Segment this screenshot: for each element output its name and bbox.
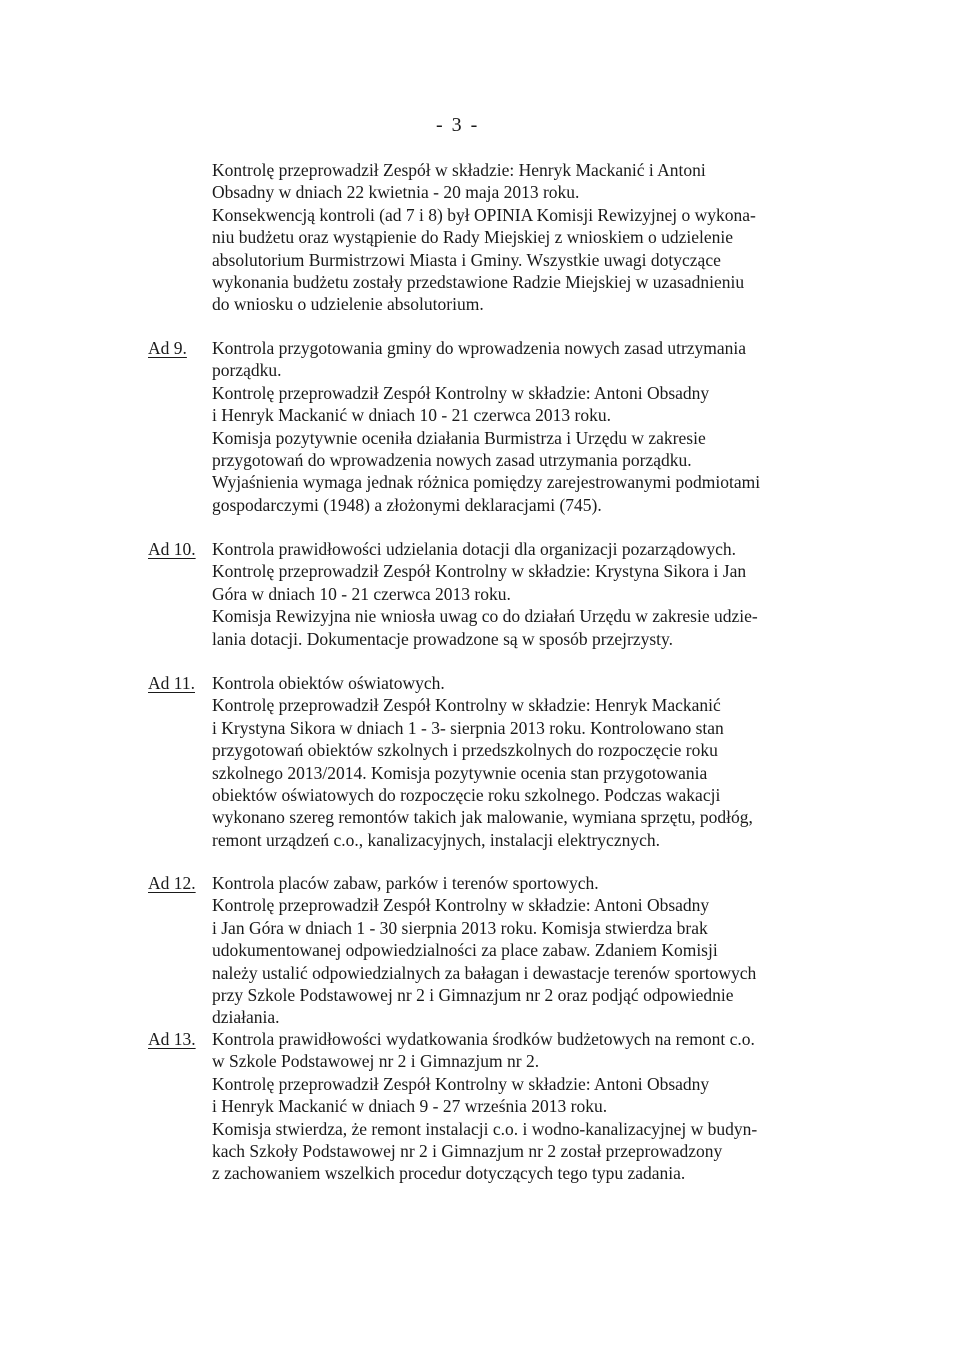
text-line: należy ustalić odpowiedzialnych za bałagan i dewastacje terenów sportowych	[212, 962, 757, 983]
section-label-ad-12: Ad 12.	[148, 873, 196, 893]
section-ad-9	[212, 337, 852, 516]
section-ad-11	[212, 672, 852, 851]
section-heading: Kontrola obiektów oświatowych.	[212, 673, 445, 693]
text-line: remont urządzeń c.o., kanalizacyjnych, instalacji elektrycznych.	[212, 829, 660, 850]
text-line: przy Szkole Podstawowej nr 2 i Gimnazjum nr 2 oraz podjąć odpowiednie	[212, 985, 734, 1006]
text-line: szkolnego 2013/2014. Komisja pozytywnie ocenia stan przygotowania	[212, 762, 708, 783]
text-line: Komisja stwierdza, że remont instalacji c.o. i wodno-kanalizacyjnej w budyn-	[212, 1118, 758, 1139]
text-line: do wniosku o udzielenie absolutorium.	[212, 294, 484, 315]
section-heading: Kontrola przygotowania gminy do wprowadzenia nowych zasad utrzymania	[212, 338, 747, 358]
text-line: Kontrolę przeprowadził Zespół Kontrolny w składzie: Krystyna Sikora i Jan	[212, 561, 747, 582]
section-label-ad-9: Ad 9.	[148, 338, 187, 358]
page-number: - 3 -	[436, 114, 480, 136]
section-label-ad-11: Ad 11.	[148, 673, 195, 693]
section-heading: Kontrola placów zabaw, parków i terenów sportowych.	[212, 873, 599, 893]
text-line: w Szkole Podstawowej nr 2 i Gimnazjum nr 2.	[212, 1051, 540, 1072]
text-line: i Henryk Mackanić w dniach 10 - 21 czerwca 2013 roku.	[212, 405, 611, 426]
text-line: i Henryk Mackanić w dniach 9 - 27 września 2013 roku.	[212, 1096, 608, 1117]
text-line: Konsekwencją kontroli (ad 7 i 8) był OPINIA Komisji Rewizyjnej o wykona-	[212, 204, 756, 225]
text-line: wykonano szereg remontów takich jak malowanie, wymiana sprzętu, podłóg,	[212, 807, 753, 828]
section-label-ad-10: Ad 10.	[148, 539, 196, 559]
text-line: Kontrolę przeprowadził Zespół Kontrolny w składzie: Antoni Obsadny	[212, 382, 710, 403]
section-heading: Kontrola prawidłowości udzielania dotacji dla organizacji pozarządowych.	[212, 539, 736, 559]
text-line: kach Szkoły Podstawowej nr 2 i Gimnazjum nr 2 został przeprowadzony	[212, 1141, 723, 1162]
text-line: przygotowań obiektów szkolnych i przedszkolnych do rozpoczęcie roku	[212, 740, 718, 761]
section-ad-10	[212, 538, 852, 650]
text-line: Wyjaśnienia wymaga jednak różnica pomiędzy zarejestrowanymi podmiotami	[212, 472, 761, 493]
text-line: Kontrolę przeprowadził Zespół Kontrolny w składzie: Henryk Mackanić	[212, 695, 721, 716]
text-line: przygotowań do wprowadzenia nowych zasad utrzymania porządku.	[212, 450, 692, 471]
text-line: niu budżetu oraz wystąpienie do Rady Miejskiej z wnioskiem o udzielenie	[212, 227, 733, 248]
text-line: Góra w dniach 10 - 21 czerwca 2013 roku.	[212, 583, 511, 604]
text-line: udokumentowanej odpowiedzialności za place zabaw. Zdaniem Komisji	[212, 940, 718, 961]
section-ad-12	[212, 872, 852, 1029]
text-line: gospodarczymi (1948) a złożonymi deklaracjami (745).	[212, 494, 602, 515]
intro-paragraph	[212, 159, 852, 316]
text-line: Kontrolę przeprowadził Zespół Kontrolny w składzie: Antoni Obsadny	[212, 1073, 710, 1094]
text-line: lania dotacji. Dokumentacje prowadzone są w sposób przejrzysty.	[212, 628, 674, 649]
text-line: Komisja Rewizyjna nie wniosła uwag co do działań Urzędu w zakresie udzie-	[212, 606, 758, 627]
section-label-ad-13: Ad 13.	[148, 1029, 196, 1049]
text-line: Kontrolę przeprowadził Zespół w składzie: Henryk Mackanić i Antoni	[212, 160, 706, 180]
section-ad-13	[212, 1028, 852, 1185]
text-line: i Jan Góra w dniach 1 - 30 sierpnia 2013 roku. Komisja stwierdza brak	[212, 917, 708, 938]
text-line: z zachowaniem wszelkich procedur dotyczących tego typu zadania.	[212, 1163, 686, 1184]
text-line: Kontrolę przeprowadził Zespół Kontrolny w składzie: Antoni Obsadny	[212, 895, 710, 916]
text-line: Komisja pozytywnie oceniła działania Burmistrza i Urzędu w zakresie	[212, 427, 706, 448]
text-line: wykonania budżetu zostały przedstawione Radzie Miejskiej w uzasadnieniu	[212, 272, 745, 293]
text-line: Obsadny w dniach 22 kwietnia - 20 maja 2013 roku.	[212, 182, 580, 203]
text-line: absolutorium Burmistrzowi Miasta i Gminy. Wszystkie uwagi dotyczące	[212, 249, 721, 270]
section-heading: Kontrola prawidłowości wydatkowania środków budżetowych na remont c.o.	[212, 1029, 755, 1049]
text-line: porządku.	[212, 360, 282, 381]
text-line: i Krystyna Sikora w dniach 1 - 3- sierpnia 2013 roku. Kontrolowano stan	[212, 717, 724, 738]
text-line: działania.	[212, 1007, 280, 1028]
text-line: obiektów oświatowych do rozpoczęcie roku szkolnego. Podczas wakacji	[212, 785, 721, 806]
